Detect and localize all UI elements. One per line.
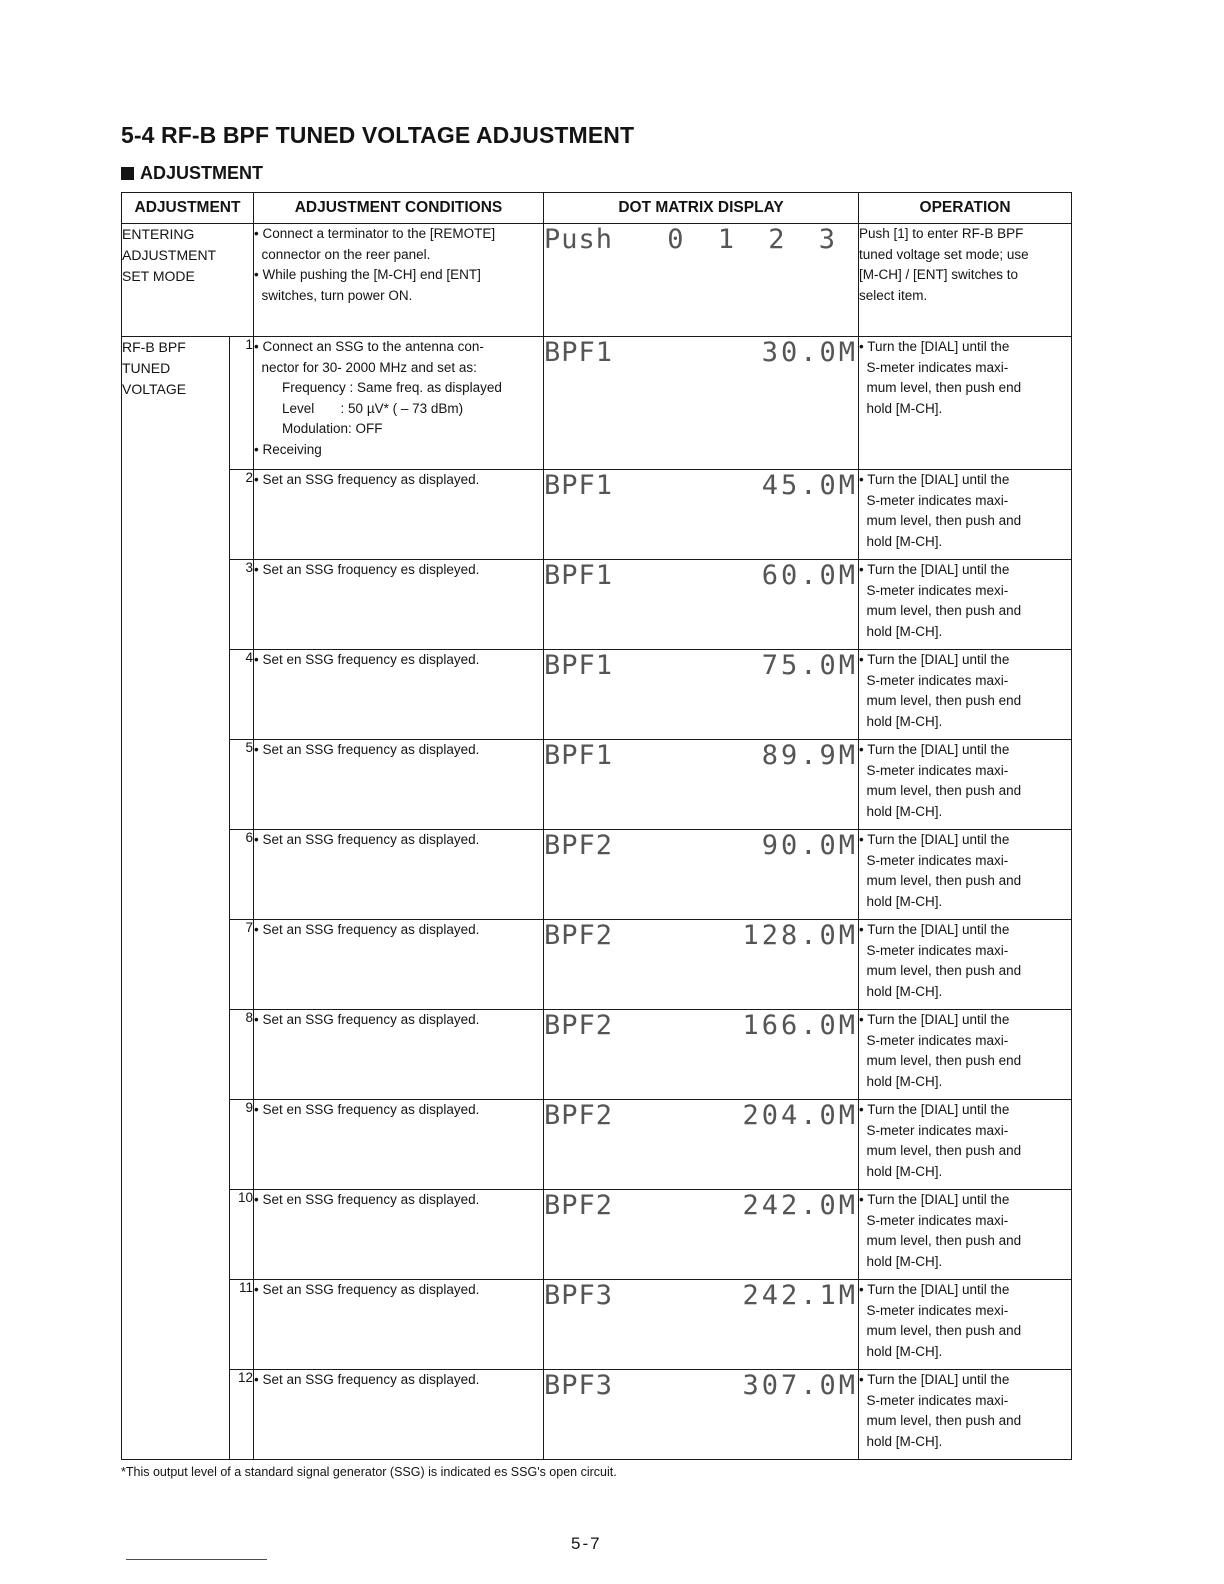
footnote: *This output level of a standard signal generator (SSG) is indicated es SSG's open circuit. [121,1465,617,1479]
table-row [122,1370,1072,1460]
operation-line: mum level, then push and [859,1413,1022,1428]
display-band: BPF2 [544,1190,614,1221]
step-display [544,1280,859,1370]
display-frequency: 75.0M [761,650,859,681]
step-conditions [254,470,544,560]
display-mode: Push [544,224,614,255]
entering-label [122,224,254,337]
display-band: BPF1 [544,740,614,771]
condition-setting: Level : 50 µV* ( – 73 dBm) [282,400,464,416]
operation-line: [M-CH] / [ENT] switches to [859,267,1019,282]
operation-line: • Turn the [DIAL] until the [859,562,1010,577]
step-number: 7 [230,920,254,1010]
table-row [122,650,1072,740]
header-operation: OPERATION [859,193,1072,224]
dot-matrix-display [544,337,858,368]
step-display [544,920,859,1010]
step-number: 1 [230,337,254,470]
step-conditions [254,337,544,470]
table-row [122,560,1072,650]
display-band: BPF1 [544,560,614,591]
operation-line: S-meter indicates mexi- [859,1302,1009,1318]
display-band: BPF3 [544,1370,614,1401]
operation-line: • Turn the [DIAL] until the [859,1192,1010,1207]
step-operation [859,1010,1072,1100]
operation-line: hold [M-CH]. [859,400,943,416]
table-row [122,1100,1072,1190]
operation-line: • Turn the [DIAL] until the [859,832,1010,847]
condition-line: • Set an SSG frequency as displayed. [254,1012,480,1027]
display-frequency: 242.0M [742,1190,859,1221]
step-number: 2 [230,470,254,560]
display-band: BPF2 [544,1010,614,1041]
dot-matrix-display [544,830,858,861]
display-value: 0 1 2 3 [667,224,845,255]
display-frequency: 90.0M [761,830,859,861]
operation-line: • Turn the [DIAL] until the [859,1282,1010,1297]
table-row-entering [122,224,1072,337]
display-frequency: 242.1M [742,1280,859,1311]
square-bullet-icon [121,167,134,180]
step-operation [859,830,1072,920]
dot-matrix-display [544,1100,858,1131]
operation-line: S-meter indicates maxi- [859,1122,1009,1138]
operation-line: mum level, then push and [859,783,1022,798]
entering-label-line: SET MODE [122,268,195,284]
table-row [122,830,1072,920]
condition-line: • Set en SSG frequency es displayed. [254,652,480,667]
operation-line: hold [M-CH]. [859,713,943,729]
display-frequency: 204.0M [742,1100,859,1131]
condition-setting: Modulation: OFF [282,421,383,436]
step-operation [859,1370,1072,1460]
step-operation [859,470,1072,560]
dot-matrix-display [544,470,858,501]
section-heading [121,163,263,184]
operation-line: hold [M-CH]. [859,623,943,639]
rf-label-line: VOLTAGE [122,381,187,397]
step-display [544,337,859,470]
operation-line: select item. [859,287,928,303]
header-adjustment: ADJUSTMENT [122,193,254,224]
step-operation [859,1100,1072,1190]
operation-line: hold [M-CH]. [859,983,943,999]
operation-line: S-meter indicates maxi- [859,1392,1009,1408]
operation-line: Push [1] to enter RF-B BPF [859,226,1024,241]
display-frequency: 60.0M [761,560,859,591]
operation-line: hold [M-CH]. [859,1343,943,1359]
condition-line: switches, turn power ON. [254,287,413,303]
operation-line: • Turn the [DIAL] until the [859,1012,1010,1027]
step-display [544,1100,859,1190]
section-heading-text: ADJUSTMENT [140,163,264,183]
step-operation [859,560,1072,650]
step-operation [859,1280,1072,1370]
operation-line: hold [M-CH]. [859,1433,943,1449]
operation-line: mum level, then push and [859,1143,1022,1158]
operation-line: • Turn the [DIAL] until the [859,1372,1010,1387]
display-band: BPF1 [544,650,614,681]
header-conditions: ADJUSTMENT CONDITIONS [254,193,544,224]
step-conditions [254,1370,544,1460]
step-display [544,470,859,560]
step-display [544,1370,859,1460]
condition-setting: Frequency : Same freq. as displayed [282,380,502,395]
step-operation [859,337,1072,470]
step-operation [859,650,1072,740]
step-conditions [254,560,544,650]
display-band: BPF2 [544,830,614,861]
operation-line: tuned voltage set mode; use [859,246,1029,262]
operation-line: • Turn the [DIAL] until the [859,339,1010,354]
condition-line: • Connect an SSG to the antenna con- [254,339,484,354]
display-band: BPF3 [544,1280,614,1311]
operation-line: • Turn the [DIAL] until the [859,922,1010,937]
step-display [544,1010,859,1100]
dot-matrix-display [544,560,858,591]
display-frequency: 166.0M [742,1010,859,1041]
condition-line: • Set an SSG frequency as displayed. [254,472,480,487]
display-frequency: 307.0M [742,1370,859,1401]
table-row [122,337,1072,470]
operation-line: mum level, then push end [859,380,1022,395]
condition-line: • Set an SSG frequency as displayed. [254,742,480,757]
step-conditions [254,740,544,830]
operation-line: mum level, then push and [859,603,1022,618]
condition-line: • Set en SSG frequency as displayed. [254,1192,480,1207]
operation-line: • Turn the [DIAL] until the [859,1102,1010,1117]
condition-line: • Set en SSG frequency as displayed. [254,1102,480,1117]
table-row [122,470,1072,560]
condition-line: • Set an SSG froquency es displeyed. [254,562,480,577]
condition-line: • While pushing the [M-CH] end [ENT] [254,267,481,282]
step-number: 4 [230,650,254,740]
adjustment-table [121,192,1072,1460]
table-row [122,1010,1072,1100]
operation-line: S-meter indicates mexi- [859,582,1009,598]
rf-label-line: RF-B BPF [122,339,186,355]
step-conditions [254,1010,544,1100]
condition-line: • Connect a terminator to the [REMOTE] [254,226,496,241]
step-display [544,560,859,650]
display-frequency: 30.0M [761,337,859,368]
step-conditions [254,1280,544,1370]
step-number: 5 [230,740,254,830]
display-band: BPF1 [544,337,614,368]
operation-line: • Turn the [DIAL] until the [859,742,1010,757]
step-display [544,650,859,740]
step-number: 12 [230,1370,254,1460]
table-row [122,740,1072,830]
step-display [544,1190,859,1280]
rf-label-line: TUNED [122,360,171,376]
operation-line: • Turn the [DIAL] until the [859,652,1010,667]
operation-line: S-meter indicates maxi- [859,672,1009,688]
operation-line: mum level, then push and [859,1233,1022,1248]
entering-label-line: ADJUSTMENT [122,247,217,263]
page-title: 5-4 RF-B BPF TUNED VOLTAGE ADJUSTMENT [121,122,635,148]
operation-line: S-meter indicates maxi- [859,852,1009,868]
operation-line: hold [M-CH]. [859,1073,943,1089]
step-number: 10 [230,1190,254,1280]
entering-label-line: ENTERING [122,226,195,242]
entering-conditions [254,224,544,337]
step-number: 6 [230,830,254,920]
step-conditions [254,1190,544,1280]
dot-matrix-display [544,740,858,771]
operation-line: mum level, then push end [859,1053,1022,1068]
condition-line: nector for 30- 2000 MHz and set as: [254,359,477,375]
operation-line: mum level, then push and [859,963,1022,978]
operation-line: • Turn the [DIAL] until the [859,472,1010,487]
display-band: BPF1 [544,470,614,501]
display-frequency: 89.9M [761,740,859,771]
display-band: BPF2 [544,920,614,951]
step-number: 11 [230,1280,254,1370]
display-frequency: 128.0M [742,920,859,951]
dot-matrix-display [544,920,858,951]
header-display: DOT MATRIX DISPLAY [544,193,859,224]
condition-line: • Set an SSG frequency as displayed. [254,832,480,847]
operation-line: hold [M-CH]. [859,533,943,549]
header-row [122,193,1072,224]
step-conditions [254,650,544,740]
operation-line: S-meter indicates maxi- [859,1212,1009,1228]
step-number: 3 [230,560,254,650]
step-operation [859,920,1072,1010]
step-display [544,830,859,920]
link-underline [126,1559,267,1560]
display-frequency: 45.0M [761,470,859,501]
condition-line: • Set an SSG frequency as displayed. [254,1282,480,1297]
dot-matrix-display [544,650,858,681]
operation-line: mum level, then push and [859,1323,1022,1338]
operation-line: S-meter indicates maxi- [859,762,1009,778]
operation-line: hold [M-CH]. [859,1163,943,1179]
step-conditions [254,830,544,920]
table-body [122,224,1072,1460]
step-number: 8 [230,1010,254,1100]
step-display [544,740,859,830]
operation-line: hold [M-CH]. [859,1253,943,1269]
operation-line: mum level, then push end [859,693,1022,708]
entering-operation [859,224,1072,337]
condition-line: connector on the reer panel. [254,246,431,262]
table-row [122,920,1072,1010]
operation-line: S-meter indicates maxi- [859,1032,1009,1048]
operation-line: S-meter indicates maxi- [859,492,1009,508]
condition-line: • Set an SSG frequency as displayed. [254,1372,480,1387]
operation-line: S-meter indicates maxi- [859,359,1009,375]
rf-bpf-label [122,337,230,1460]
operation-line: hold [M-CH]. [859,803,943,819]
step-number: 9 [230,1100,254,1190]
step-conditions [254,1100,544,1190]
condition-line: • Receiving [254,441,322,457]
dot-matrix-display [544,1010,858,1041]
dot-matrix-display [544,224,858,255]
operation-line: hold [M-CH]. [859,893,943,909]
step-operation [859,1190,1072,1280]
dot-matrix-display [544,1280,858,1311]
operation-line: mum level, then push and [859,513,1022,528]
table-row [122,1190,1072,1280]
dot-matrix-display [544,1190,858,1221]
page-number: 5-7 [571,1534,602,1553]
step-operation [859,740,1072,830]
dot-matrix-display [544,1370,858,1401]
step-conditions [254,920,544,1010]
operation-line: mum level, then push and [859,873,1022,888]
display-band: BPF2 [544,1100,614,1131]
table-row [122,1280,1072,1370]
condition-line: • Set an SSG frequency as displayed. [254,922,480,937]
operation-line: S-meter indicates maxi- [859,942,1009,958]
entering-display [544,224,859,337]
